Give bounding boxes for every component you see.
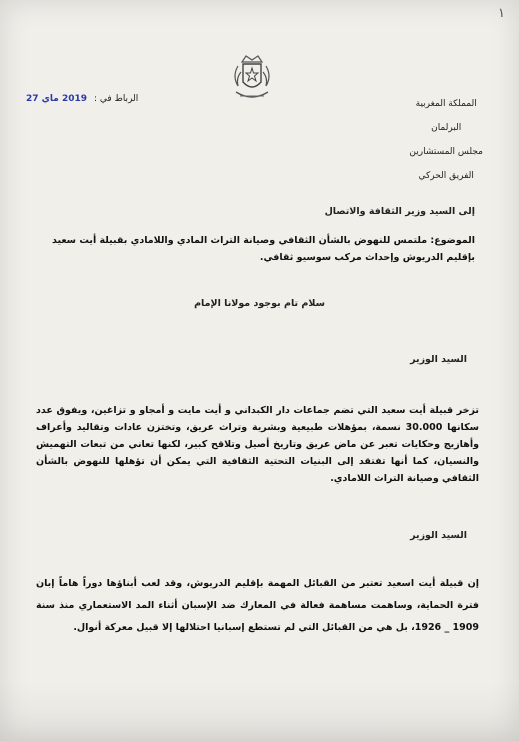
date-label: الرباط في : bbox=[93, 94, 139, 104]
salutation-second: السيد الوزير bbox=[410, 530, 467, 541]
body-paragraph-1: تزخر قبيلة أيت سعيد التي تضم جماعات دار الكبداني و أيت مايت و أمجاو و تزاغين، ويفوق عدد سكانها 30.000 نسمة، بمؤهلات طبيعية وبشرية وتراث عريق، وتختزن عادات وتقاليد وأعراف وأهازيج وحكايات تعبر عن ماض عريق وتاريخ أصيل وتلاقح كبير، لكنها تعاني من تبعات التهميش والنسيان، كما أنها تفتقد إلى البنيات التحتية الثقافية التي يمكن أن تؤهلها للنهوض بالشأن الثقافي وصيانة التراث اللامادي. bbox=[36, 405, 479, 484]
letterhead-line-chamber: مجلس المستشارين bbox=[409, 147, 483, 157]
letterhead bbox=[409, 92, 483, 188]
paper-shadow bbox=[0, 681, 519, 741]
letterhead-line-parliament: البرلمان bbox=[431, 123, 462, 133]
salutation-first: السيد الوزير bbox=[410, 354, 467, 365]
subject-line: الموضوع: ملتمس للنهوض بالشأن الثقافي وصيانة التراث المادي واللامادي بقبيلة أيت سعيد بإقليم الدريوش وإحداث مركب سوسيو ثقافي. bbox=[51, 235, 475, 263]
coat-of-arms-emblem bbox=[228, 52, 276, 106]
greeting-line: سلام تام بوجود مولانا الإمام bbox=[194, 298, 325, 309]
date-stamp: 2019 ماي 27 bbox=[26, 94, 88, 104]
date-line bbox=[26, 94, 138, 104]
page-number: ١ bbox=[498, 6, 505, 21]
letterhead-line-kingdom: المملكة المغربية bbox=[415, 99, 477, 109]
recipient-line: إلى السيد وزير الثقافة والاتصال bbox=[324, 206, 475, 217]
body-paragraph-2: إن قبيلة أيت اسعيد تعتبر من القبائل المهمة بإقليم الدريوش، وقد لعب أبناؤها دوراً هاماً إبان فترة الحماية، وساهمت مساهمة فعالة في المعارك ضد الإسبان أثناء المد الاستعماري منذ سنة 1909 _ 1926، بل هي من القبائل التي لم تستطع إسبانيا احتلالها إلا قبيل معركة أنوال. bbox=[36, 578, 479, 633]
letterhead-line-group: الفريق الحركي bbox=[418, 171, 474, 181]
